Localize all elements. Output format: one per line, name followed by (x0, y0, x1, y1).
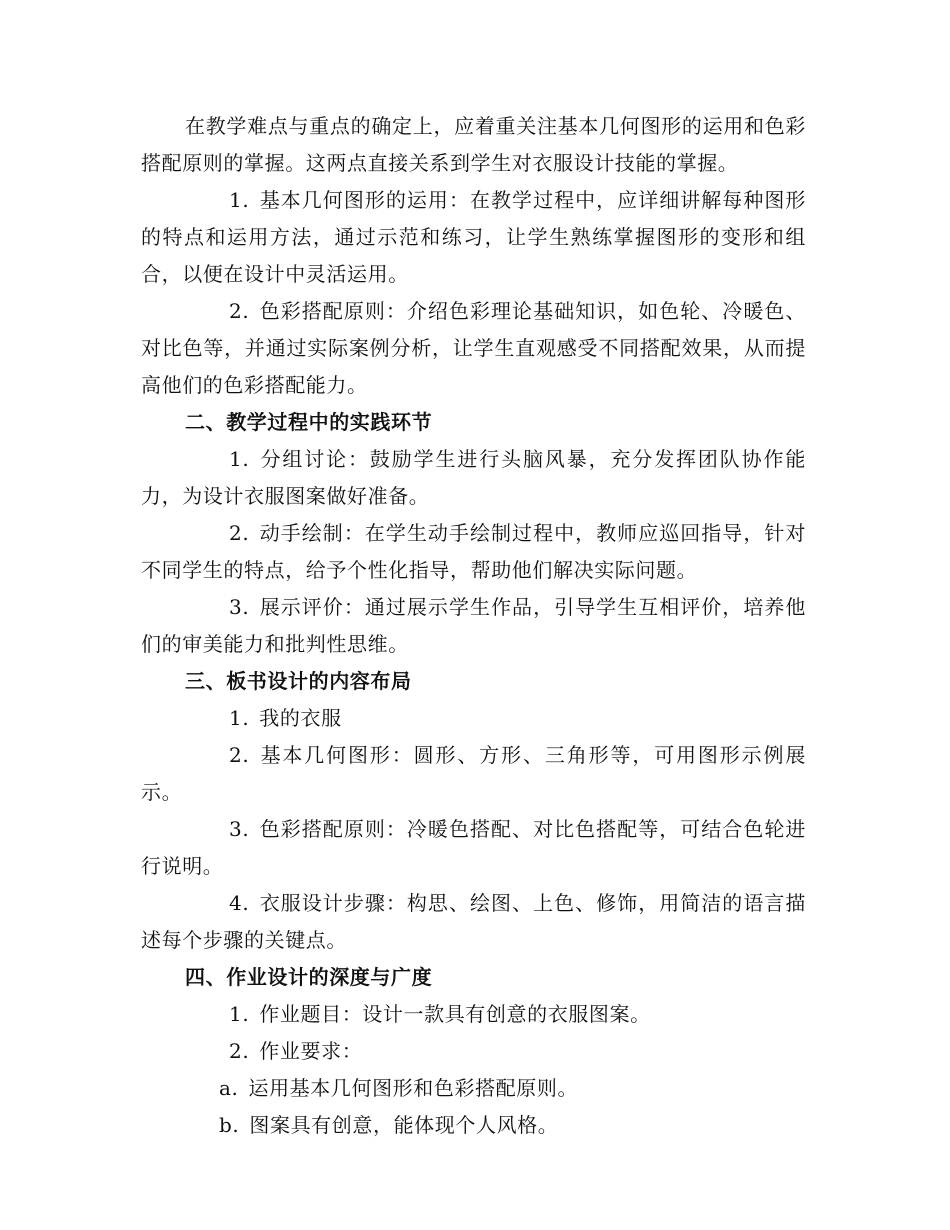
item-text: 动手绘制：在学生动手绘制过程中，教师应巡回指导，针对不同学生的特点，给予个性化指导，帮助他们解决实际问题。 (141, 521, 806, 582)
item-number: 2. (229, 743, 250, 767)
section-heading-homework: 四、作业设计的深度与广度 (185, 965, 433, 989)
item-number: 1. (229, 447, 250, 471)
item-number: 1. (229, 188, 250, 212)
focus-point-item (141, 182, 806, 293)
item-number: 4. (229, 891, 250, 915)
section-heading-board: 三、板书设计的内容布局 (185, 669, 412, 693)
item-text: 作业要求： (259, 1039, 363, 1063)
intro-paragraph: 在教学难点与重点的确定上，应着重关注基本几何图形的运用和色彩搭配原则的掌握。这两点直接关系到学生对衣服设计技能的掌握。 (141, 114, 806, 175)
list-item (141, 589, 806, 663)
item-text: 基本几何图形：圆形、方形、三角形等，可用图形示例展示。 (141, 743, 806, 804)
list-item (141, 441, 806, 515)
section-heading-practice: 二、教学过程中的实践环节 (185, 410, 433, 434)
sub-list-item (141, 1107, 806, 1144)
item-number: 3. (229, 817, 250, 841)
list-item (141, 700, 806, 737)
item-text: 分组讨论：鼓励学生进行头脑风暴，充分发挥团队协作能力，为设计衣服图案做好准备。 (141, 447, 806, 508)
item-number: 3. (229, 595, 250, 619)
item-number: 1. (229, 1002, 250, 1026)
list-item (141, 996, 806, 1033)
item-text: 运用基本几何图形和色彩搭配原则。 (248, 1076, 579, 1100)
item-text: 展示评价：通过展示学生作品，引导学生互相评价，培养他们的审美能力和批判性思维。 (141, 595, 806, 656)
list-item (141, 1033, 806, 1070)
item-text: 色彩搭配原则：介绍色彩理论基础知识，如色轮、冷暖色、对比色等，并通过实际案例分析，让学生直观感受不同搭配效果，从而提高他们的色彩搭配能力。 (141, 299, 806, 397)
list-item (141, 737, 806, 811)
list-item (141, 885, 806, 959)
item-text: 基本几何图形的运用：在教学过程中，应详细讲解每种图形的特点和运用方法，通过示范和练习，让学生熟练掌握图形的变形和组合，以便在设计中灵活运用。 (141, 188, 806, 286)
item-number: 2. (229, 299, 250, 323)
item-letter: b. (219, 1113, 240, 1137)
item-number: 1. (229, 706, 250, 730)
focus-point-item (141, 293, 806, 404)
item-text: 我的衣服 (259, 706, 342, 730)
sub-list-item (141, 1070, 806, 1107)
list-item (141, 515, 806, 589)
item-number: 2. (229, 1039, 250, 1063)
document-body (141, 108, 806, 1144)
item-text: 图案具有创意，能体现个人风格。 (249, 1113, 559, 1137)
item-number: 2. (229, 521, 250, 545)
list-item (141, 811, 806, 885)
item-letter: a. (219, 1076, 239, 1100)
item-text: 衣服设计步骤：构思、绘图、上色、修饰，用简洁的语言描述每个步骤的关键点。 (141, 891, 806, 952)
item-text: 作业题目：设计一款具有创意的衣服图案。 (259, 1002, 651, 1026)
item-text: 色彩搭配原则：冷暖色搭配、对比色搭配等，可结合色轮进行说明。 (141, 817, 806, 878)
